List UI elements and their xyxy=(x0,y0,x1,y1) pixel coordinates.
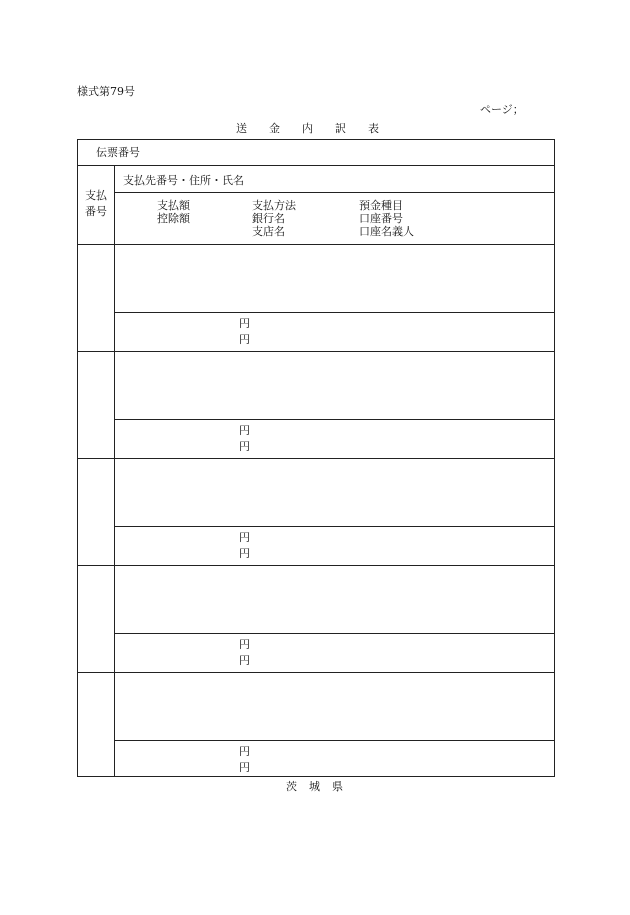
yen-label: 円 xyxy=(239,333,250,346)
prefecture-name: 茨城県 xyxy=(286,780,355,793)
row-divider xyxy=(114,192,554,193)
document-title: 送金内訳表 xyxy=(236,122,401,135)
entry-divider xyxy=(78,458,554,459)
page-label: ページ； xyxy=(480,103,524,116)
yen-label: 円 xyxy=(239,547,250,560)
entry-inner-divider xyxy=(114,740,554,741)
yen-label: 円 xyxy=(239,424,250,437)
form-number: 様式第79号 xyxy=(77,85,135,98)
yen-label: 円 xyxy=(239,531,250,544)
row-divider xyxy=(78,244,554,245)
yen-label: 円 xyxy=(239,745,250,758)
payment-method-label: 支払方法 xyxy=(252,199,296,212)
entry-inner-divider xyxy=(114,419,554,420)
account-number-label: 口座番号 xyxy=(359,212,403,225)
payee-line-label: 支払先番号・住所・氏名 xyxy=(123,174,244,187)
yen-label: 円 xyxy=(239,654,250,667)
yen-label: 円 xyxy=(239,440,250,453)
account-holder-label: 口座名義人 xyxy=(359,225,414,238)
voucher-number-label: 伝票番号 xyxy=(96,146,140,159)
row-divider xyxy=(78,165,554,166)
payment-amount-label: 支払額 xyxy=(157,199,190,212)
branch-name-label: 支店名 xyxy=(252,225,285,238)
deduction-amount-label: 控除額 xyxy=(157,212,190,225)
entry-divider xyxy=(78,351,554,352)
entry-inner-divider xyxy=(114,312,554,313)
remittance-table xyxy=(77,139,555,777)
entry-divider xyxy=(78,672,554,673)
bank-name-label: 銀行名 xyxy=(252,212,285,225)
entry-inner-divider xyxy=(114,526,554,527)
yen-label: 円 xyxy=(239,317,250,330)
yen-label: 円 xyxy=(239,638,250,651)
entry-divider xyxy=(78,565,554,566)
yen-label: 円 xyxy=(239,761,250,774)
number-column-divider xyxy=(114,165,115,776)
entry-inner-divider xyxy=(114,633,554,634)
payment-number-label: 支払番号 xyxy=(85,189,107,218)
deposit-type-label: 預金種目 xyxy=(359,199,403,212)
